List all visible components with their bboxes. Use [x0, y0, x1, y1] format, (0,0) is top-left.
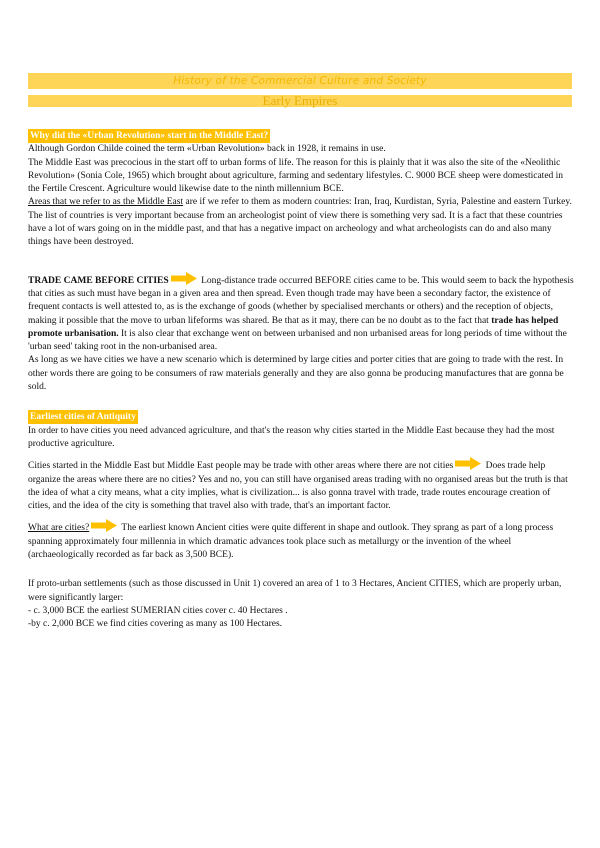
trade-lead: TRADE CAME BEFORE CITIES	[28, 275, 169, 286]
document-subtitle: Early Empires	[262, 93, 338, 108]
paragraph: Although Gordon Childe coined the term «Urban Revolution» back in 1928, it remains in use.	[28, 144, 386, 155]
paragraph: As long as we have cities we have a new scenario which is determined by large cities and porter cities that are going to trade with the rest. In other words there are going to be consumers of raw materials generally and they are also gonna be producing manufactures that are gonna be sold.	[28, 355, 564, 393]
paragraph: Areas that we refer to as the Middle East are if we refer to them as modern countries: Iran, Iraq, Kurdistan, Syria, Palestine and eastern Turkey.	[28, 197, 572, 208]
section-heading-earliest-cities: Earliest cities of Antiquity	[30, 412, 136, 423]
bold-phrase: trade has helped promote urbanisation.	[28, 315, 559, 339]
paragraph: The list of countries is very important because from an archeologist point of view there is something very sad. It is a fact that these countries have a lot of wars going on in the middle past, and that has a negative impact on archeology and what archeologists can do and also many things have been destroyed.	[28, 210, 563, 248]
underlined-phrase: Areas that we refer to as the Middle East	[28, 197, 184, 208]
arrow-right-icon	[91, 519, 117, 532]
paragraph: In order to have cities you need advanced agriculture, and that's the reason why cities started in the Middle East because they had the most productive agriculture.	[28, 425, 555, 449]
paragraph: Cities started in the Middle East but Middle East people may be trade with other areas where there are not cities Does trade help organize the areas where there are no cities? Yes and no, you can still have organised areas trading with no organised areas but the truth is that the idea of what a city means, what a city implies, what is civilization... is also gonna travel with trade, trade routes encourage creation of cities, and the idea of the city is something that travel also with trade, that's an important factor.	[28, 457, 574, 513]
document-body	[28, 129, 574, 632]
arrow-right-icon	[455, 457, 481, 470]
underlined-phrase: What are cities?	[28, 523, 90, 534]
section-heading-urban-revolution: Why did the «Urban Revolution» start in the Middle East?	[30, 131, 269, 141]
paragraph: The Middle East was precocious in the start off to urban forms of life. The reason for this is plainly that it was also the site of the «Neolithic Revolution» (Sonia Cole, 1965) which brought about agriculture, farming and sedentary lifestyles. C. 9000 BCE sheep were domesticated in the Fertile Crescent. Agriculture would likewise date to the ninth millennium BCE.	[28, 157, 564, 195]
paragraph: What are cities? The earliest known Ancient cities were quite different in shape and outlook. They sprang as part of a long process spanning approximately four millennia in which dramatic advances took place such as metallurgy or the invention of the wheel (archaeologically recorded as far back as 3,500 BCE).	[28, 519, 574, 562]
list-item: -by c. 2,000 BCE we find cities covering as many as 100 Hectares.	[28, 619, 283, 630]
arrow-right-icon	[171, 272, 197, 285]
paragraph-trade: TRADE CAME BEFORE CITIES Long-distance trade occurred BEFORE cities came to be. This would seem to back the hypothesis that cities as such must have began in a given area and then spread. Even though trade may have been a secondary factor, the existence of frequent contacts is well attested to, as is the exchange of goods (whether by specialised merchants or others) and the reception of objects, making it possible that the move to urban lifeforms was shared. Be that as it may, there can be no doubt as to the fact that trade has helped promote urbanisation. It is also clear that exchange went on between urbanised and non urbanised areas for long periods of time without the 'urban seed' taking root in the non-urbanised area.	[28, 272, 574, 355]
paragraph: If proto-urban settlements (such as those discussed in Unit 1) covered an area of 1 to 3 Hectares, Ancient CITIES, which are properly urban, were significantly larger:	[28, 579, 562, 603]
document-title: History of the Commercial Culture and Society	[173, 75, 427, 87]
list-item: - c. 3,000 BCE the earliest SUMERIAN cities cover c. 40 Hectares .	[28, 605, 288, 616]
